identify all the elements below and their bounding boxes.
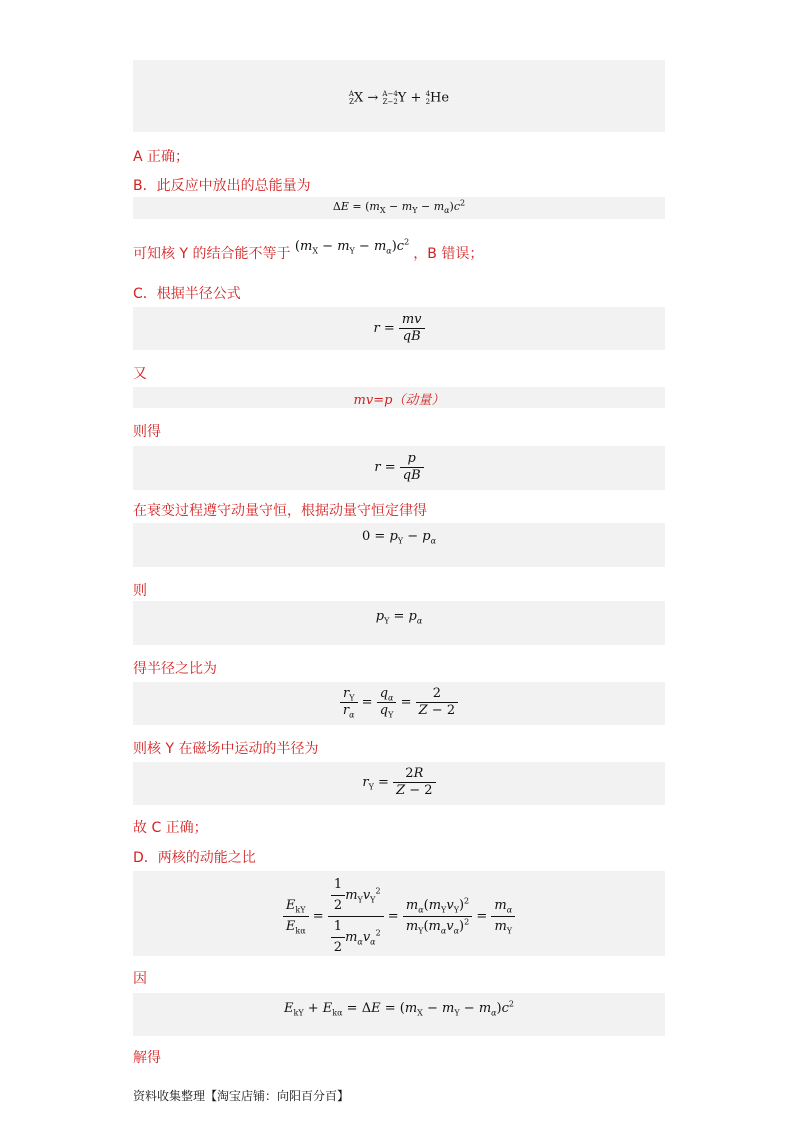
conservation-equation: $0 = p_Y - p_\alpha$ [362,529,436,546]
footer-text: 资料收集整理【淘宝店铺：向阳百分百】 [133,1089,350,1103]
then-label-1: 则得 [133,424,161,440]
energy-sum-equation: $E_{kY} + E_{k\alpha} = \Delta E = (m_X - m_Y - m_\alpha)c^2$ [283,999,514,1018]
then-label-2: 则 [133,583,147,599]
radius-y-text: 则核 Y 在磁场中运动的半径为 [133,741,319,757]
radius-ratio-text: 得半径之比为 [133,661,217,677]
decay-equation-box [133,60,665,132]
radius-formula-box [133,307,665,350]
solve-label: 解得 [133,1050,161,1066]
equal-momentum-equation: $p_Y = p_\alpha$ [375,609,423,626]
also-label: 又 [133,366,147,382]
conclusion-a: A 正确； [133,149,190,165]
binding-energy-formula: $(m_X - m_Y - m_\alpha)c^2$ [294,237,410,256]
radius-momentum-box [133,446,665,490]
radius-ratio-equation: $\frac{r_Y}{r_\alpha}$ = $\frac{q_\alpha}{q_Y}$ = $\frac{2}{Z - 2}$ [133,686,665,719]
conservation-box [133,523,665,567]
decay-equation: A ZX → A−4 Z−2Y + 4 2He [348,90,450,106]
binding-energy-text: 可知核 Y 的结合能不等于 [133,246,291,262]
binding-energy-note [133,237,484,263]
energy-equation: $\Delta E = (m_X - m_Y - m_\alpha)c^2$ [332,198,466,216]
momentum-box [133,387,665,408]
kinetic-ratio-equation: $\frac{E_{kY}}{E_{k\alpha}}$ = $\frac{1}{2}$ $m_Yv_Y^2$ $\frac{1}{2}$ $m_\alpha v_\alpha^2$ = $\frac{m_\alpha(m_Yv_Y)^2}{m_Y(m_\alpha v_\alpha)^2}$ = $\frac{m_\alpha}{m_Y}$ [133,875,665,958]
momentum-conservation-text: 在衰变过程遵守动量守恒，根据动量守恒定律得 [133,503,427,519]
equal-momentum-box [133,601,665,645]
energy-equation-box [133,197,665,219]
because-label: 因 [133,971,147,987]
radius-y-equation: $r_Y$ = $\frac{2R}{Z - 2}$ [133,766,665,799]
explanation-d: D．两核的动能之比 [133,850,256,866]
energy-sum-box [133,993,665,1036]
explanation-b: B．此反应中放出的总能量为 [133,178,311,194]
binding-energy-conclusion: ，B 错误； [413,246,484,262]
radius-ratio-box [133,682,665,725]
radius-formula: r = $\frac{mv}{qB}$ [133,312,665,345]
radius-y-box [133,762,665,805]
conclusion-c: 故 C 正确； [133,820,208,836]
kinetic-ratio-box [133,871,665,956]
radius-momentum-formula: r = $\frac{p}{qB}$ [133,451,665,484]
momentum-note: mv=p（动量） [353,393,445,408]
explanation-c: C．根据半径公式 [133,286,241,302]
